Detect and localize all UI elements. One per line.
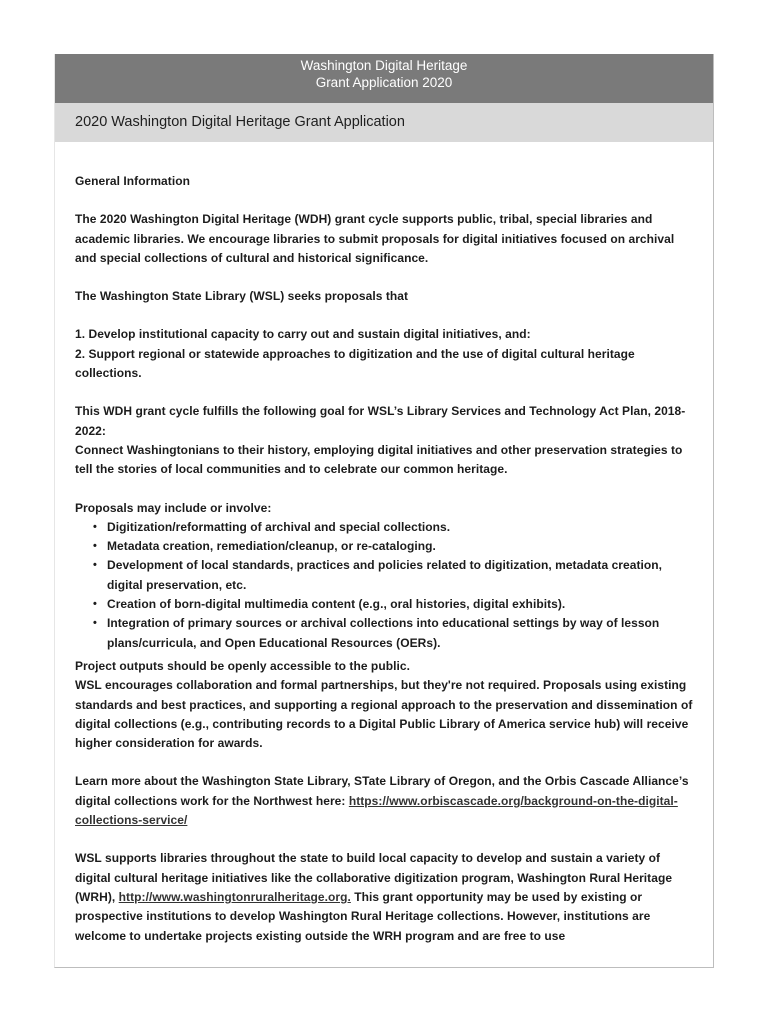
lsta-goal-paragraph: This WDH grant cycle fulfills the following goal for WSL’s Library Services and Technology Act Plan, 2018-2022:	[75, 404, 686, 438]
intro-paragraph: The 2020 Washington Digital Heritage (WDH) grant cycle supports public, tribal, special libraries and academic libraries. We encourage libraries to submit proposals for digital initiatives focused on archival and special collections of cultural and historical significance.	[75, 212, 675, 265]
header-banner	[55, 54, 713, 103]
list-item-text: Integration of primary sources or archival collections into educational settings by way of lesson plans/curricula, and Open Educational Resources (OERs).	[107, 616, 660, 650]
wsl-seeks-paragraph: The Washington State Library (WSL) seeks proposals that	[75, 289, 409, 304]
goal-2: 2. Support regional or statewide approaches to digitization and the use of digital cultural heritage collections.	[75, 346, 635, 381]
bullet-icon: •	[93, 559, 97, 572]
proposals-intro: Proposals may include or involve:	[75, 500, 272, 515]
goal-1: 1. Develop institutional capacity to carry out and sustain digital initiatives, and:	[75, 327, 531, 342]
wrh-link[interactable]: http://www.washingtonruralheritage.org.	[118, 889, 351, 904]
list-item-text: Metadata creation, remediation/cleanup, or re-cataloging.	[107, 539, 436, 554]
banner-title-line2: Grant Application 2020	[315, 75, 453, 90]
list-item-text: Digitization/reformatting of archival and special collections.	[107, 519, 451, 534]
general-information-section	[55, 142, 713, 946]
bullet-icon: •	[93, 540, 97, 553]
bullet-icon: •	[93, 520, 97, 533]
learn-more-paragraph	[75, 772, 693, 830]
list-item	[93, 537, 693, 556]
list-item	[93, 614, 693, 653]
orbis-cascade-link[interactable]: https://www.orbiscascade.org/background-on-the-digital-collections-service/	[75, 793, 678, 828]
wsl-supports-paragraph	[75, 849, 693, 945]
list-item	[93, 595, 693, 614]
general-heading: General Information	[75, 174, 190, 188]
section-title: 2020 Washington Digital Heritage Grant Application	[55, 103, 713, 142]
bullet-icon: •	[93, 598, 97, 611]
wsl-supports-text: WSL supports libraries throughout the state to build local capacity to develop and sustain a variety of digital cultural heritage initiatives like the collaborative digitization program, Washington Rural Heritage (WRH),	[75, 851, 673, 904]
lsta-goal-text: Connect Washingtonians to their history, employing digital initiatives and other preservation strategies to tell the stories of local communities and to celebrate our common heritage.	[75, 442, 683, 477]
list-item	[93, 556, 693, 595]
wsl-supports-text-continued: This grant opportunity may be used by existing or prospective institutions to develop Washington Rural Heritage collections. However, institutions are welcome to undertake projects existing outside the WRH program and are free to use	[75, 889, 651, 943]
bullet-icon: •	[93, 617, 97, 630]
learn-more-text: Learn more about the Washington State Library, STate Library of Oregon, and the Orbis Cascade Alliance’s digital collections work for the Northwest here:	[75, 774, 689, 808]
list-item	[93, 518, 693, 537]
list-item-text: Development of local standards, practices and policies related to digitization, metadata creation, digital preservation, etc.	[107, 558, 663, 592]
collaboration-paragraph: WSL encourages collaboration and formal partnerships, but they're not required. Proposals using existing standards and best practices, and supporting a regional approach to the preservation and dissemination of digital collections (e.g., contributing records to a Digital Public Library of America service hub) will receive higher consideration for awards.	[75, 678, 693, 751]
proposal-list	[75, 518, 693, 653]
banner-title-line1: Washington Digital Heritage	[300, 58, 468, 73]
list-item-text: Creation of born-digital multimedia content (e.g., oral histories, digital exhibits).	[107, 597, 566, 612]
application-frame	[54, 54, 714, 968]
outputs-paragraph: Project outputs should be openly accessible to the public.	[75, 658, 410, 673]
